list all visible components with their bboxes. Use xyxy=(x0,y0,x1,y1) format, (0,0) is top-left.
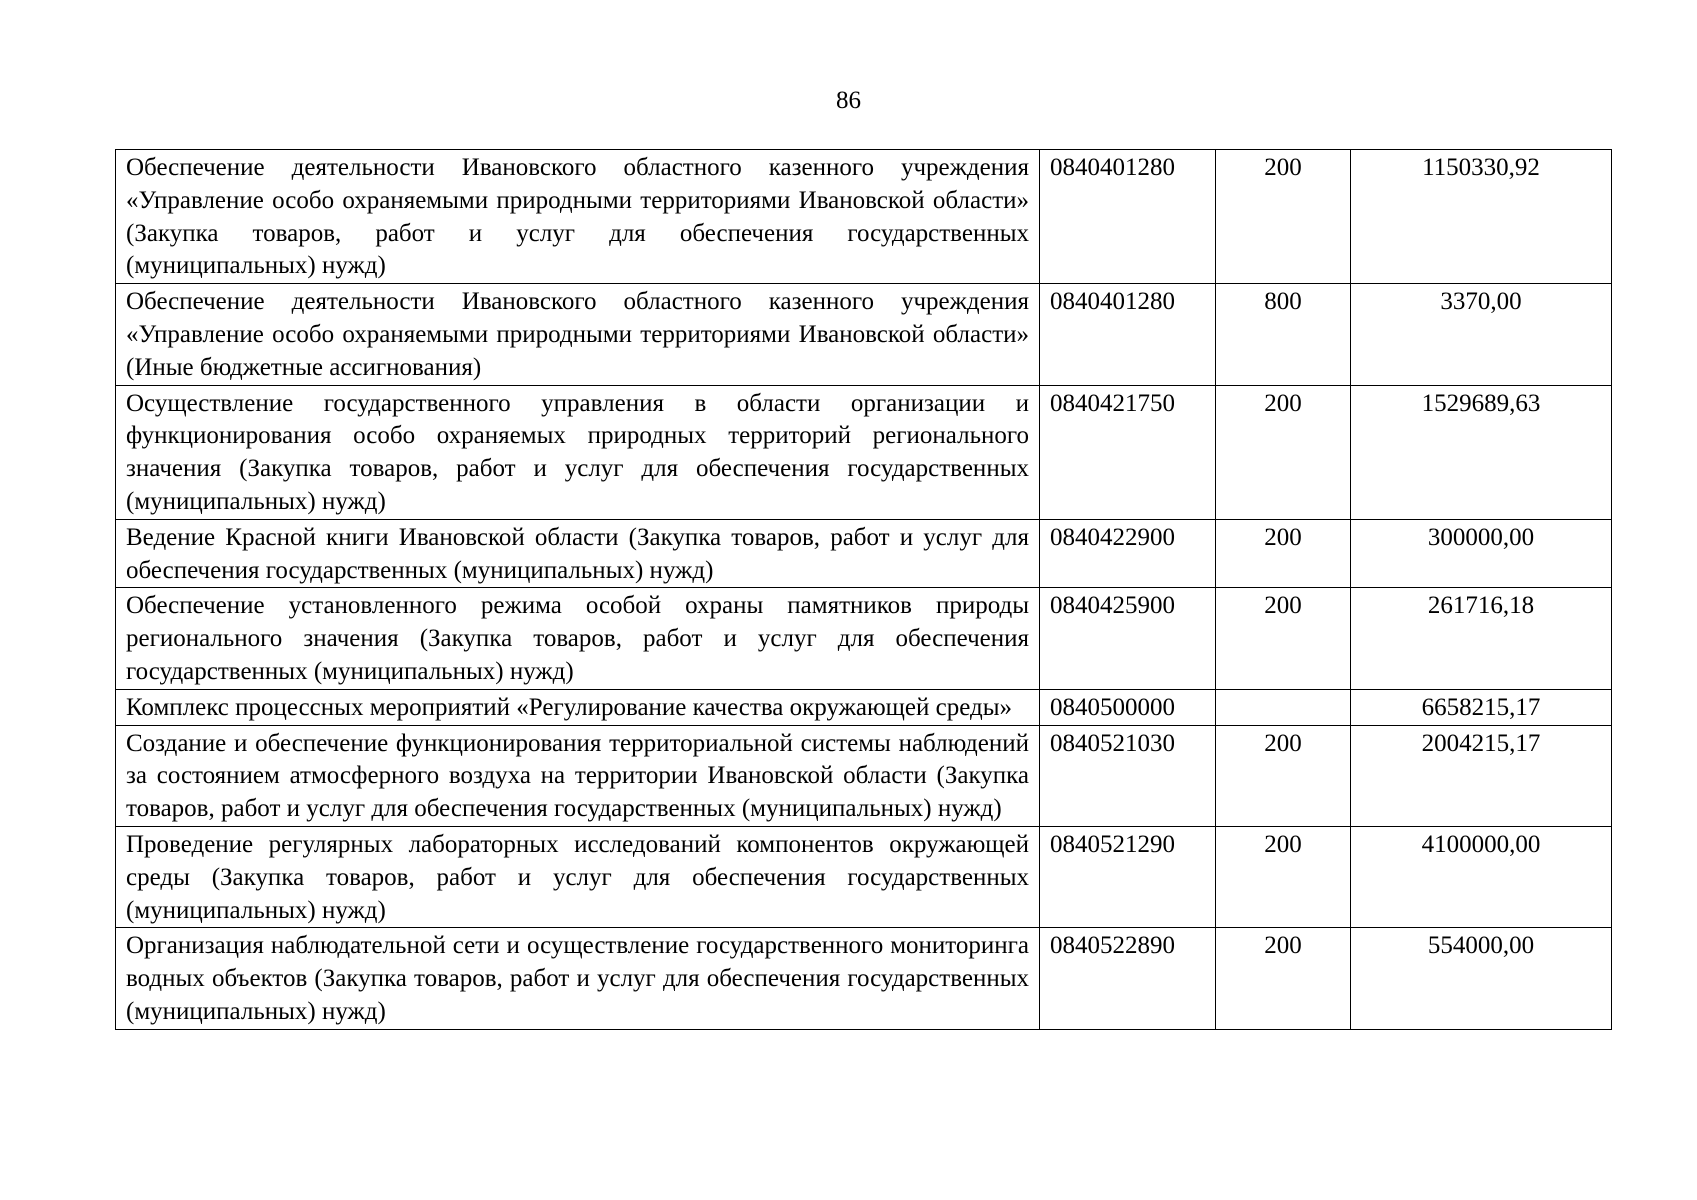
row-name-cell: Обеспечение деятельности Ивановского областного казенного учреждения «Управление особо охраняемыми природными территориями Ивановской области» (Иные бюджетные ассигнования) xyxy=(116,284,1040,385)
row-target-article-cell: 0840500000 xyxy=(1040,689,1216,725)
row-expense-type-cell: 200 xyxy=(1216,588,1351,689)
table-row xyxy=(116,284,1612,385)
row-target-article-cell: 0840421750 xyxy=(1040,385,1216,519)
table-row xyxy=(116,385,1612,519)
table-row xyxy=(116,826,1612,927)
table-row xyxy=(116,689,1612,725)
row-amount-cell: 1529689,63 xyxy=(1351,385,1612,519)
table-row xyxy=(116,725,1612,826)
row-target-article-cell: 0840425900 xyxy=(1040,588,1216,689)
row-expense-type-cell: 200 xyxy=(1216,725,1351,826)
row-amount-cell: 3370,00 xyxy=(1351,284,1612,385)
row-expense-type-cell: 200 xyxy=(1216,385,1351,519)
row-name-cell: Обеспечение деятельности Ивановского областного казенного учреждения «Управление особо охраняемыми природными территориями Ивановской области» (Закупка товаров, работ и услуг для обеспечения государственных (муниципальных) нужд) xyxy=(116,150,1040,284)
row-name-cell: Обеспечение установленного режима особой охраны памятников природы регионального значения (Закупка товаров, работ и услуг для обеспечения государственных (муниципальных) нужд) xyxy=(116,588,1040,689)
row-name-cell: Создание и обеспечение функционирования территориальной системы наблюдений за состоянием атмосферного воздуха на территории Ивановской области (Закупка товаров, работ и услуг для обеспечения государственных (муниципальных) нужд) xyxy=(116,725,1040,826)
row-name-cell: Комплекс процессных мероприятий «Регулирование качества окружающей среды» xyxy=(116,689,1040,725)
row-expense-type-cell: 200 xyxy=(1216,150,1351,284)
page-number: 86 xyxy=(836,87,861,114)
row-amount-cell: 300000,00 xyxy=(1351,519,1612,588)
table-row xyxy=(116,588,1612,689)
table-row xyxy=(116,519,1612,588)
row-target-article-cell: 0840522890 xyxy=(1040,928,1216,1029)
row-target-article-cell: 0840422900 xyxy=(1040,519,1216,588)
row-amount-cell: 2004215,17 xyxy=(1351,725,1612,826)
table-row xyxy=(116,928,1612,1029)
row-expense-type-cell xyxy=(1216,689,1351,725)
row-expense-type-cell: 800 xyxy=(1216,284,1351,385)
row-amount-cell: 4100000,00 xyxy=(1351,826,1612,927)
row-target-article-cell: 0840521030 xyxy=(1040,725,1216,826)
row-expense-type-cell: 200 xyxy=(1216,826,1351,927)
row-name-cell: Организация наблюдательной сети и осуществление государственного мониторинга водных объектов (Закупка товаров, работ и услуг для обеспечения государственных (муниципальных) нужд) xyxy=(116,928,1040,1029)
row-name-cell: Ведение Красной книги Ивановской области (Закупка товаров, работ и услуг для обеспечения государственных (муниципальных) нужд) xyxy=(116,519,1040,588)
row-amount-cell: 6658215,17 xyxy=(1351,689,1612,725)
row-expense-type-cell: 200 xyxy=(1216,519,1351,588)
row-target-article-cell: 0840521290 xyxy=(1040,826,1216,927)
row-amount-cell: 261716,18 xyxy=(1351,588,1612,689)
row-amount-cell: 1150330,92 xyxy=(1351,150,1612,284)
table-row xyxy=(116,150,1612,284)
row-name-cell: Проведение регулярных лабораторных исследований компонентов окружающей среды (Закупка товаров, работ и услуг для обеспечения государственных (муниципальных) нужд) xyxy=(116,826,1040,927)
row-expense-type-cell: 200 xyxy=(1216,928,1351,1029)
row-amount-cell: 554000,00 xyxy=(1351,928,1612,1029)
row-name-cell: Осуществление государственного управления в области организации и функционирования особо охраняемых природных территорий регионального значения (Закупка товаров, работ и услуг для обеспечения государственных (муниципальных) нужд) xyxy=(116,385,1040,519)
budget-table xyxy=(115,149,1612,1030)
row-target-article-cell: 0840401280 xyxy=(1040,284,1216,385)
row-target-article-cell: 0840401280 xyxy=(1040,150,1216,284)
